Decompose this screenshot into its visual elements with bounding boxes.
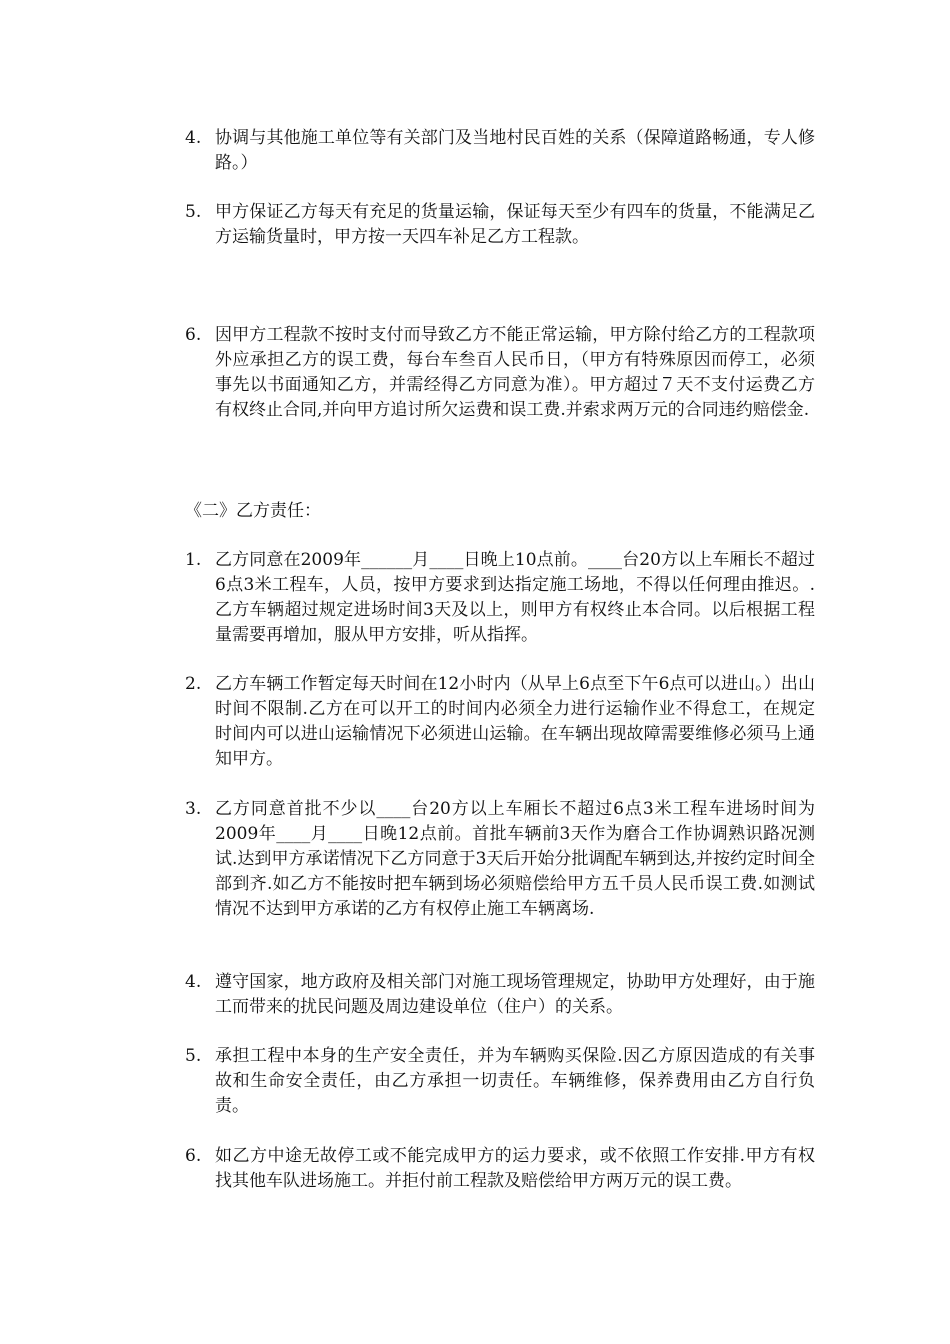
item-number: 6. xyxy=(185,1146,202,1166)
party-b-item-3 xyxy=(185,797,815,922)
item-text: 甲方保证乙方每天有充足的货量运输，保证每天至少有四车的货量，不能满足乙方运输货量时，甲方按一天四车补足乙方工程款。 xyxy=(215,202,815,247)
party-a-item-5 xyxy=(185,200,815,250)
item-number: 1. xyxy=(185,550,202,570)
item-number: 6. xyxy=(185,325,202,345)
party-b-item-4 xyxy=(185,970,815,1020)
item-number: 5. xyxy=(185,202,202,222)
party-a-item-6 xyxy=(185,323,815,423)
item-text: 如乙方中途无故停工或不能完成甲方的运力要求，或不依照工作安排.甲方有权找其他车队进场施工。并拒付前工程款及赔偿给甲方两万元的误工费。 xyxy=(215,1146,815,1191)
item-number: 4. xyxy=(185,972,202,992)
item-number: 4. xyxy=(185,128,202,148)
section-heading: 《二》乙方责任： xyxy=(185,501,321,521)
party-b-item-5 xyxy=(185,1044,815,1119)
item-text: 乙方同意首批不少以____台20方以上车厢长不超过6点3米工程车进场时间为2009年____月____日晚12点前。首批车辆前3天作为磨合工作协调熟识路况测试.达到甲方承诺情况下乙方同意于3天后开始分批调配车辆到达,并按约定时间全部到齐.如乙方不能按时把车辆到场必须赔偿给甲方五千员人民币误工费.如测试情况不达到甲方承诺的乙方有权停止施工车辆离场. xyxy=(215,799,815,919)
party-b-item-1 xyxy=(185,548,815,648)
item-number: 3. xyxy=(185,799,202,819)
item-text: 遵守国家，地方政府及相关部门对施工现场管理规定，协助甲方处理好，由于施工而带来的扰民问题及周边建设单位（住户）的关系。 xyxy=(215,972,815,1017)
item-text: 承担工程中本身的生产安全责任，并为车辆购买保险.因乙方原因造成的有关事故和生命安全责任，由乙方承担一切责任。车辆维修，保养费用由乙方自行负责。 xyxy=(215,1046,815,1116)
party-b-item-2 xyxy=(185,672,815,772)
item-number: 5. xyxy=(185,1046,202,1066)
item-text: 乙方车辆工作暂定每天时间在12小时内（从早上6点至下午6点可以进山。）出山时间不限制.乙方在可以开工的时间内必须全力进行运输作业不得怠工，在规定时间内可以进山运输情况下必须进山运输。在车辆出现故障需要维修必须马上通知甲方。 xyxy=(215,674,815,769)
item-text: 乙方同意在2009年______月____日晚上10点前。____台20方以上车厢长不超过6点3米工程车，人员，按甲方要求到达指定施工场地，不得以任何理由推迟。.乙方车辆超过规定进场时间3天及以上，则甲方有权终止本合同。以后根据工程量需要再增加，服从甲方安排，听从指挥。 xyxy=(215,550,815,645)
party-b-item-6 xyxy=(185,1144,815,1194)
party-a-item-4 xyxy=(185,126,815,176)
item-text: 协调与其他施工单位等有关部门及当地村民百姓的关系（保障道路畅通，专人修路。） xyxy=(215,128,815,173)
item-number: 2. xyxy=(185,674,202,694)
item-text: 因甲方工程款不按时支付而导致乙方不能正常运输，甲方除付给乙方的工程款项外应承担乙方的误工费，每台车叁百人民币日，（甲方有特殊原因而停工，必须事先以书面通知乙方，并需经得乙方同意为准）。甲方超过７天不支付运费乙方有权终止合同,并向甲方追讨所欠运费和误工费.并索求两万元的合同违约赔偿金. xyxy=(215,325,815,420)
